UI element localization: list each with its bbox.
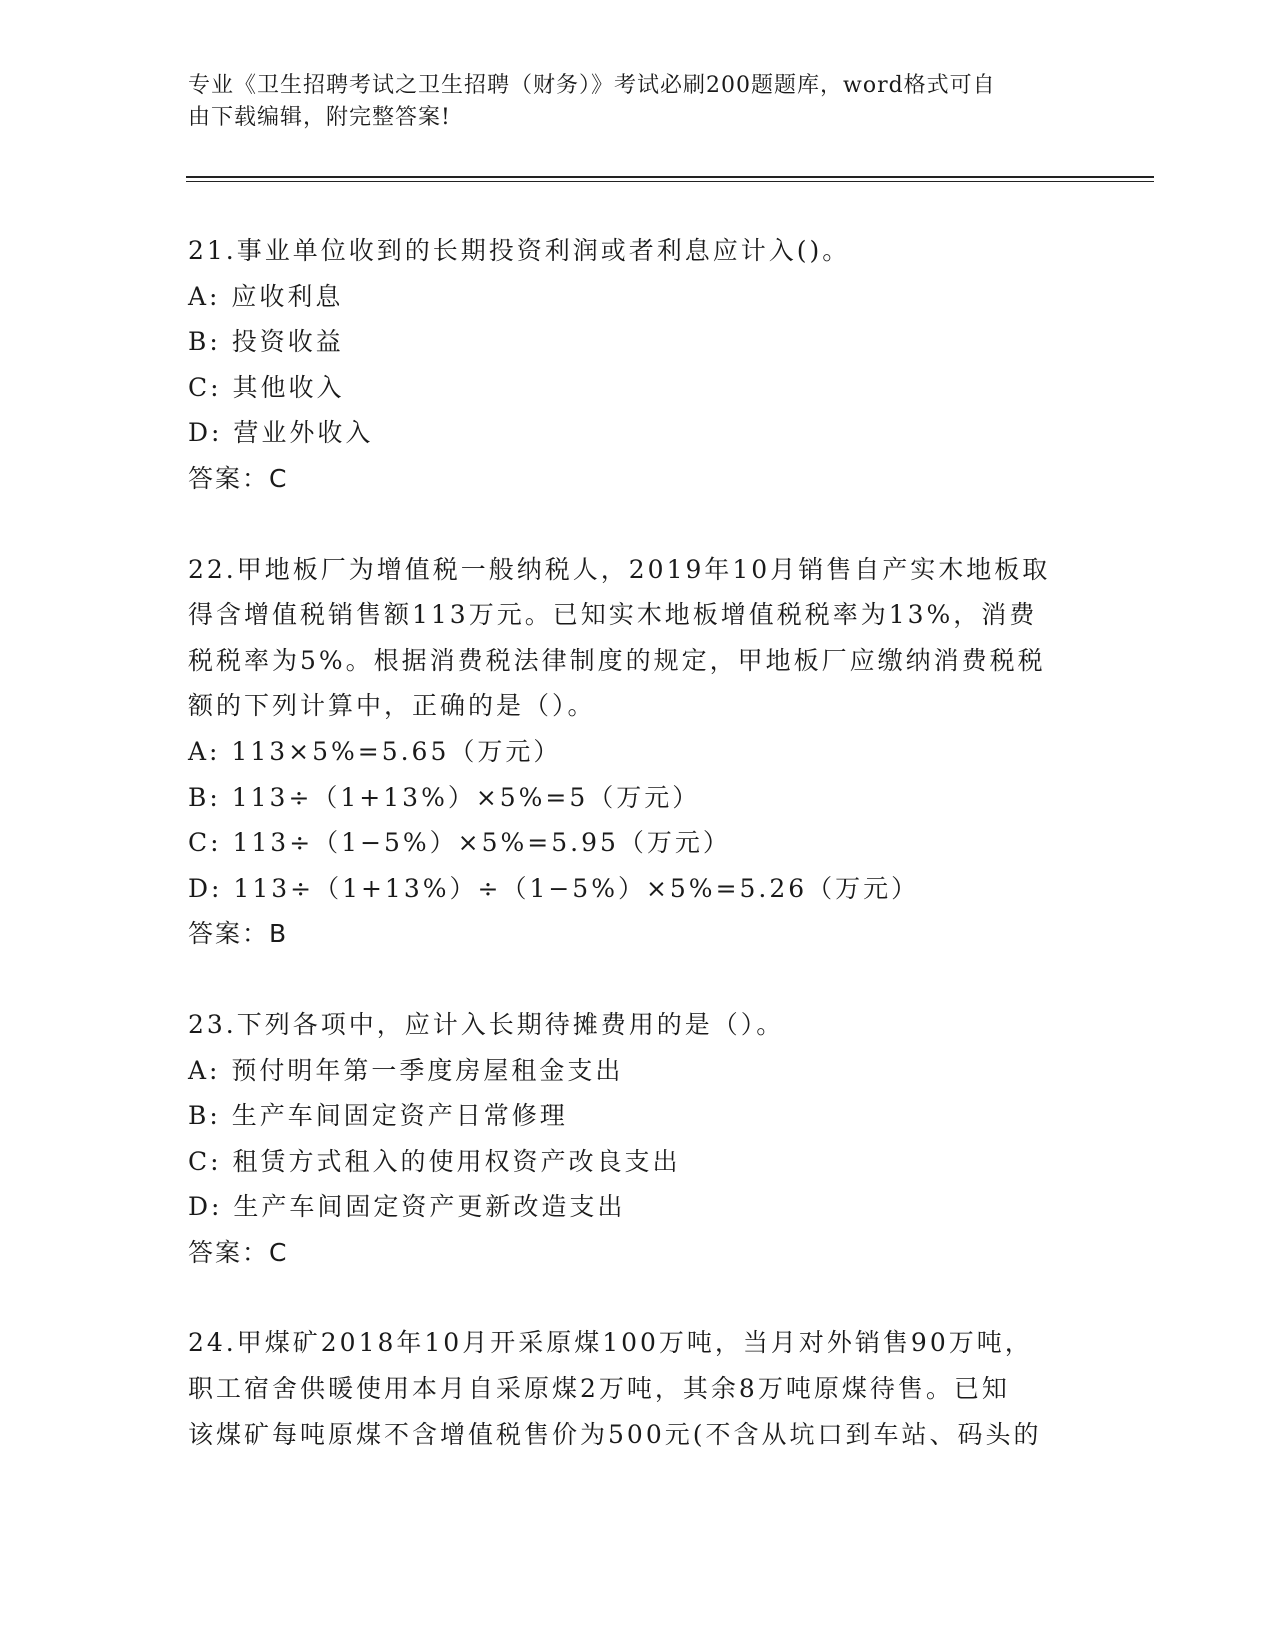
option-b: B: 生产车间固定资产日常修理: [188, 1101, 568, 1131]
stem-line: 税税率为5%。根据消费税法律制度的规定，甲地板厂应缴纳消费税税: [188, 645, 1046, 675]
answer: 答案：C: [188, 1237, 289, 1267]
option-a: A: 应收利息: [188, 281, 344, 311]
option-c: C: 其他收入: [188, 372, 345, 402]
stem-line: 得含增值税销售额113万元。已知实木地板增值税税率为13%，消费: [188, 600, 1038, 630]
option-d: D: 营业外收入: [188, 418, 374, 448]
option-a: A: 113×5%=5.65（万元）: [188, 736, 562, 766]
option-c: C: 113÷（1−5%）×5%=5.95（万元）: [188, 828, 731, 858]
option-b: B: 113÷（1+13%）×5%=5（万元）: [188, 782, 701, 812]
question-stem: [188, 228, 1088, 274]
header-divider-thick: [186, 176, 1154, 178]
header-line-2: 由下载编辑，附完整答案!: [188, 105, 451, 130]
document-header: [188, 70, 1088, 134]
stem-line: 额的下列计算中，正确的是（）。: [188, 691, 596, 721]
option-d: D: 生产车间固定资产更新改造支出: [188, 1192, 626, 1222]
question-23: [188, 1002, 1088, 1276]
question-24: [188, 1320, 1088, 1457]
question-stem: [188, 1320, 1088, 1457]
question-22: [188, 547, 1088, 957]
question-stem: [188, 1002, 1088, 1048]
question-stem: [188, 547, 1088, 729]
stem-line: 职工宿舍供暖使用本月自采原煤2万吨，其余8万吨原煤待售。已知: [188, 1374, 1010, 1404]
stem-line: 22.甲地板厂为增值税一般纳税人，2019年10月销售自产实木地板取: [188, 554, 1051, 584]
question-list: [188, 228, 1088, 1502]
answer: 答案：C: [188, 463, 289, 493]
header-line-1: 专业《卫生招聘考试之卫生招聘（财务）》考试必刷200题题库，word格式可自: [188, 73, 996, 98]
option-d: D: 113÷（1+13%）÷（1−5%）×5%=5.26（万元）: [188, 873, 920, 903]
option-b: B: 投资收益: [188, 327, 344, 357]
stem-line: 该煤矿每吨原煤不含增值税售价为500元(不含从坑口到车站、码头的: [188, 1419, 1042, 1449]
stem-line: 21.事业单位收到的长期投资利润或者利息应计入()。: [188, 236, 851, 265]
question-21: [188, 228, 1088, 502]
answer: 答案：B: [188, 919, 289, 949]
option-c: C: 租赁方式租入的使用权资产改良支出: [188, 1146, 681, 1176]
stem-line: 24.甲煤矿2018年10月开采原煤100万吨，当月对外销售90万吨，: [188, 1328, 1033, 1358]
option-a: A: 预付明年第一季度房屋租金支出: [188, 1055, 624, 1085]
header-divider-thin: [186, 181, 1154, 182]
stem-line: 23.下列各项中，应计入长期待摊费用的是（）。: [188, 1009, 785, 1039]
